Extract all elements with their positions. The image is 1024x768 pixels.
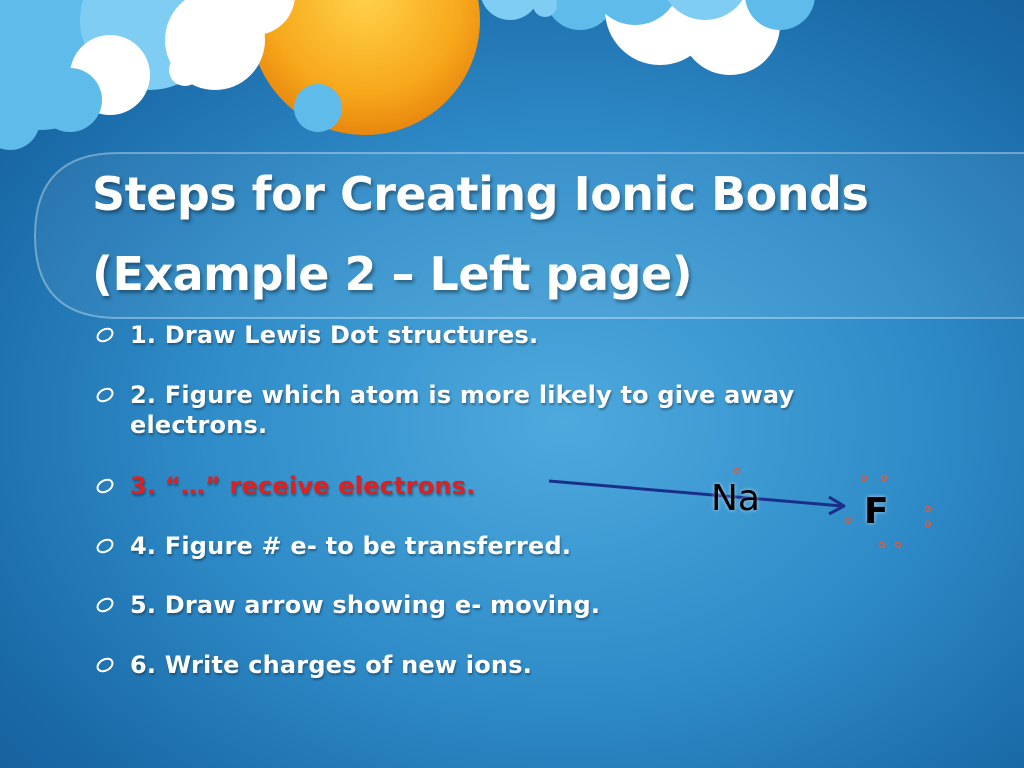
open-circle-bullet-icon — [94, 326, 116, 344]
cloud-right-icon — [480, 0, 815, 75]
bullet-item — [94, 650, 894, 680]
slide-title-line-1: Steps for Creating Ionic Bonds — [92, 167, 869, 221]
bullet-text: 4. Figure # e- to be transferred. — [130, 532, 572, 560]
bullet-text: 6. Write charges of new ions. — [130, 651, 533, 679]
bullet-item — [94, 320, 894, 350]
open-circle-bullet-icon — [94, 596, 116, 614]
open-circle-bullet-icon — [94, 656, 116, 674]
bullet-item — [94, 380, 894, 440]
electron-dot — [926, 522, 931, 527]
open-circle-bullet-icon — [94, 477, 116, 495]
open-circle-bullet-icon — [94, 537, 116, 555]
bullet-text: 2. Figure which atom is more likely to give away electrons. — [130, 381, 795, 439]
bullet-item — [94, 590, 894, 620]
bullet-item-highlighted — [94, 471, 894, 501]
bullet-text: 5. Draw arrow showing e- moving. — [130, 591, 601, 619]
electron-dot — [846, 518, 851, 523]
bullet-text: 1. Draw Lewis Dot structures. — [130, 321, 539, 349]
slide-title-line-2: (Example 2 – Left page) — [92, 247, 693, 301]
open-circle-bullet-icon — [94, 386, 116, 404]
bullet-item — [94, 531, 894, 561]
electron-dot — [926, 507, 931, 512]
fluorine-symbol: F — [864, 491, 889, 532]
bullet-text: 3. “…” receive electrons. — [130, 472, 476, 500]
cloud-left-icon — [0, 0, 295, 150]
electron-dot — [896, 543, 901, 548]
sodium-symbol: Na — [711, 478, 760, 519]
